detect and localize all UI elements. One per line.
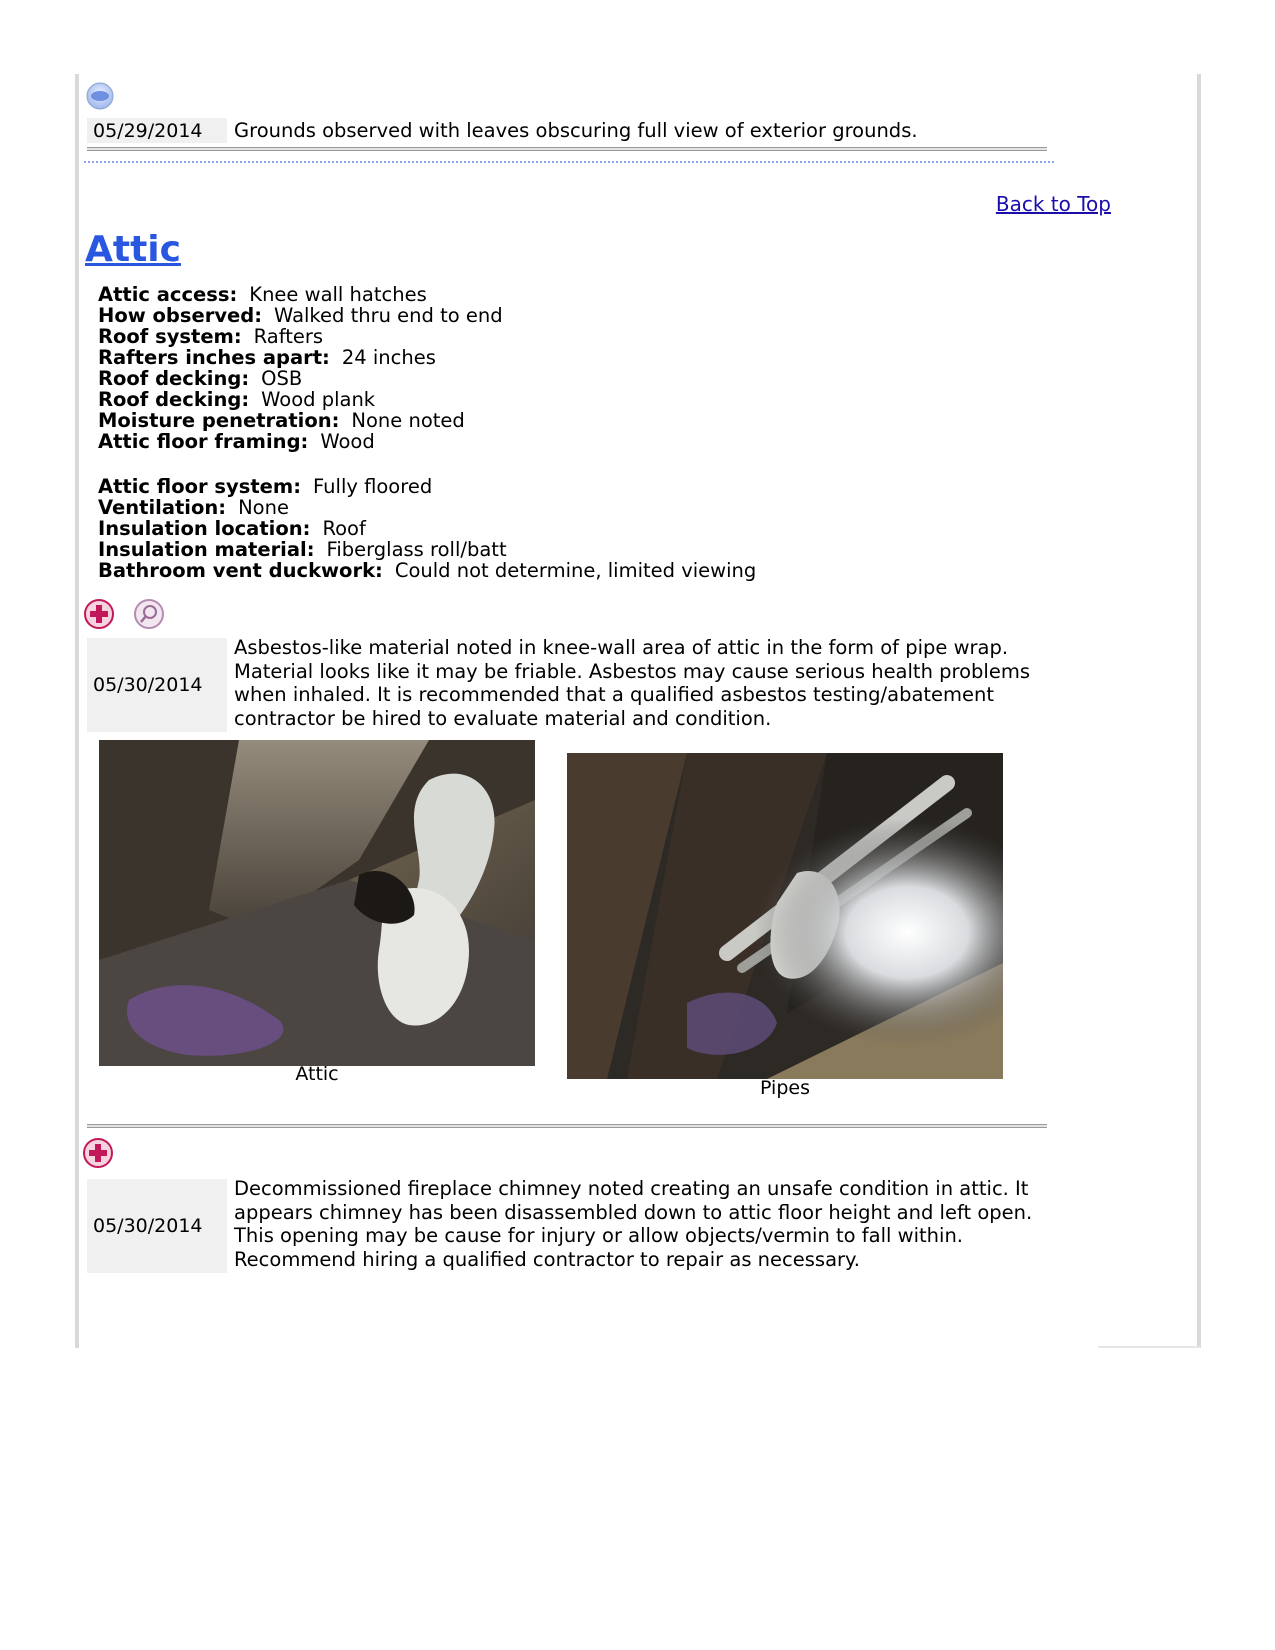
property-value: Wood plank [261,388,376,411]
photo-caption: Pipes [760,1077,810,1099]
magnifier-icon[interactable] [133,598,165,630]
dotted-divider [84,161,1054,163]
property-row [98,410,503,431]
property-label: Moisture penetration: [98,409,340,432]
property-row [98,560,756,581]
property-label: Ventilation: [98,496,227,519]
property-value: Fiberglass roll/batt [326,538,507,561]
comment-bubble-icon[interactable] [85,81,115,111]
property-row [98,347,503,368]
property-value: Could not determine, limited viewing [394,559,757,582]
page-frame-left [75,74,79,1348]
property-label: Insulation material: [98,538,315,561]
attic-photo[interactable] [99,740,535,1066]
property-label: Roof decking: [98,388,250,411]
property-row [98,326,503,347]
property-row [98,497,756,518]
pipes-photo[interactable] [567,753,1003,1079]
property-value: Fully floored [313,475,433,498]
property-row [98,284,503,305]
property-row [98,305,503,326]
property-row [98,476,756,497]
finding-date: 05/30/2014 [87,638,227,732]
safety-cross-icon[interactable] [82,1137,114,1169]
page-frame-bottom [1098,1346,1200,1348]
attic-properties-group-1 [98,284,503,452]
property-label: Roof decking: [98,367,250,390]
property-value: Wood [320,430,375,453]
property-value: Knee wall hatches [249,283,427,306]
property-label: How observed: [98,304,263,327]
property-value: Walked thru end to end [274,304,503,327]
section-title[interactable]: Attic [85,229,181,270]
property-row [98,431,503,452]
safety-cross-icon[interactable] [83,598,115,630]
finding-date: 05/30/2014 [87,1179,227,1273]
property-label: Attic floor system: [98,475,302,498]
property-label: Attic access: [98,283,238,306]
property-row [98,539,756,560]
property-label: Attic floor framing: [98,430,309,453]
photo-caption: Attic [295,1063,339,1085]
property-value: OSB [261,367,303,390]
property-label: Roof system: [98,325,242,348]
property-value: 24 inches [341,346,436,369]
page-frame-right [1197,74,1201,1348]
finding-text: Decommissioned fireplace chimney noted creating an unsafe condition in attic. It appears chimney has been disassembled down to attic floor height and left open. This opening may be cause for injury or allow objects/vermin to fall within. Recommend hiring a qualified contractor to repair as necessary. [234,1177,1033,1271]
property-row [98,389,503,410]
property-value: None [238,496,289,519]
property-label: Insulation location: [98,517,311,540]
property-value: Rafters [253,325,324,348]
property-value: None noted [351,409,465,432]
property-row [98,368,503,389]
comment-date: 05/29/2014 [87,118,227,143]
back-to-top-link[interactable]: Back to Top [995,192,1111,216]
property-value: Roof [322,517,366,540]
property-row [98,518,756,539]
property-label: Bathroom vent duckwork: [98,559,383,582]
attic-properties-group-2 [98,476,756,581]
property-label: Rafters inches apart: [98,346,330,369]
divider [87,1124,1047,1128]
comment-text: Grounds observed with leaves obscuring full view of exterior grounds. [234,119,918,142]
finding-text: Asbestos-like material noted in knee-wall area of attic in the form of pipe wrap. Material looks like it may be friable. Asbestos may cause serious health problems when inhaled. It is recommended that a qualified asbestos testing/abatement contractor be hired to evaluate material and condition. [234,636,1030,730]
divider [87,147,1047,151]
